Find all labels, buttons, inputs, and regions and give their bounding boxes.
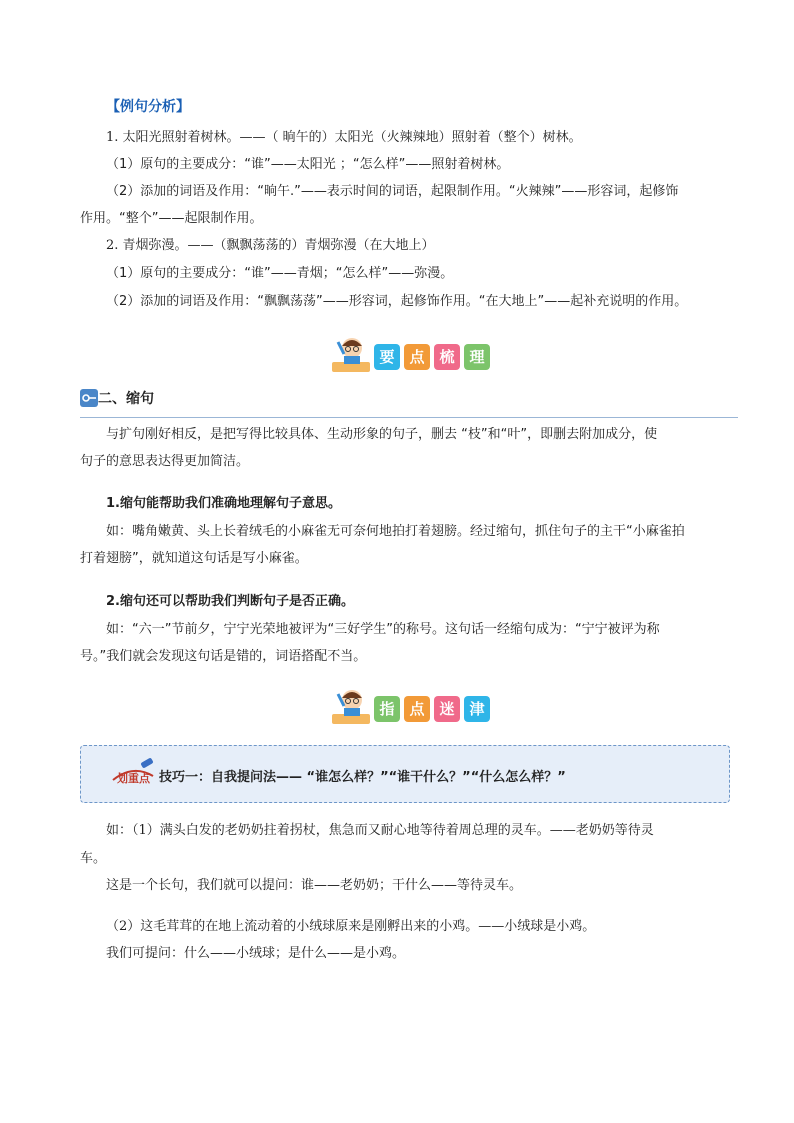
banner1-char-4: 理 [464, 344, 490, 370]
banner1-char-1: 要 [374, 344, 400, 370]
example-sentence-2: 2. 青烟弥漫。——（飘飘荡荡的）青烟弥漫（在大地上） [106, 238, 435, 253]
section-2-intro-2: 句子的意思表达得更加简洁。 [80, 454, 250, 469]
banner2-char-1: 指 [374, 696, 400, 722]
point-2-example-2: 号。”我们就会发现这句话是错的，词语搭配不当。 [80, 649, 367, 664]
key-points-banner [330, 336, 530, 376]
example-a-line-1: 如：（1）满头白发的老奶奶拄着拐杖，焦急而又耐心地等待着周总理的灵车。——老奶奶等待灵 [106, 823, 654, 838]
example-1-added-words: （2）添加的词语及作用：“晌午.”——表示时间的词语，起限制作用。“火辣辣”——形容词，起修饰 [106, 184, 679, 199]
student-mascot-icon [330, 336, 372, 376]
highlight-badge-label: 划重点 [117, 772, 150, 785]
example-1-added-words-cont: 作用。“整个”——起限制作用。 [80, 211, 263, 226]
banner1-char-3: 梳 [434, 344, 460, 370]
section-2-title: 二、缩句 [98, 391, 154, 407]
tip-text: 技巧一：自我提问法—— “谁怎么样？”“谁干什么？”“什么怎么样？” [159, 770, 566, 785]
key-icon [80, 389, 98, 407]
tip-box [80, 745, 730, 803]
example-sentence-1: 1. 太阳光照射着树林。——（ 晌午的）太阳光（火辣辣地）照射着（整个）树林。 [106, 130, 582, 145]
example-heading: 【例句分析】 [106, 99, 190, 115]
example-b-explanation: 我们可提问：什么——小绒球；是什么——是小鸡。 [106, 946, 406, 961]
highlight-badge [111, 758, 155, 786]
banner2-char-3: 迷 [434, 696, 460, 722]
example-1-component: （1）原句的主要成分：“谁”——太阳光 ；“怎么样”——照射着树林。 [106, 157, 510, 172]
banner1-char-2: 点 [404, 344, 430, 370]
tips-banner [330, 688, 530, 728]
section-2-intro-1: 与扩句刚好相反，是把写得比较具体、生动形象的句子，删去 “枝”和“叶”，即删去附加成分，使 [106, 427, 658, 442]
point-1-example-1: 如：嘴角嫩黄、头上长着绒毛的小麻雀无可奈何地拍打着翅膀。经过缩句，抓住句子的主干“小麻雀拍 [106, 524, 685, 539]
point-2-example-1: 如：“六一”节前夕，宁宁光荣地被评为“三好学生”的称号。这句话一经缩句成为：“宁宁被评为称 [106, 622, 660, 637]
example-a-line-2: 车。 [80, 851, 107, 866]
section-2-heading [80, 385, 738, 419]
example-2-added-words: （2）添加的词语及作用：“飘飘荡荡”——形容词，起修饰作用。“在大地上”——起补充说明的作用。 [106, 294, 688, 309]
point-1-example-2: 打着翅膀”，就知道这句话是写小麻雀。 [80, 551, 308, 566]
point-1-title: 1.缩句能帮助我们准确地理解句子意思。 [106, 496, 341, 511]
section-divider [80, 417, 738, 418]
example-b-line-1: （2）这毛茸茸的在地上流动着的小绒球原来是刚孵出来的小鸡。——小绒球是小鸡。 [106, 919, 596, 934]
example-a-explanation: 这是一个长句，我们就可以提问：谁——老奶奶；干什么——等待灵车。 [106, 878, 523, 893]
student-mascot-icon [330, 688, 372, 728]
example-2-component: （1）原句的主要成分：“谁”——青烟；“怎么样”——弥漫。 [106, 266, 454, 281]
banner2-char-2: 点 [404, 696, 430, 722]
point-2-title: 2.缩句还可以帮助我们判断句子是否正确。 [106, 594, 354, 609]
banner2-char-4: 津 [464, 696, 490, 722]
